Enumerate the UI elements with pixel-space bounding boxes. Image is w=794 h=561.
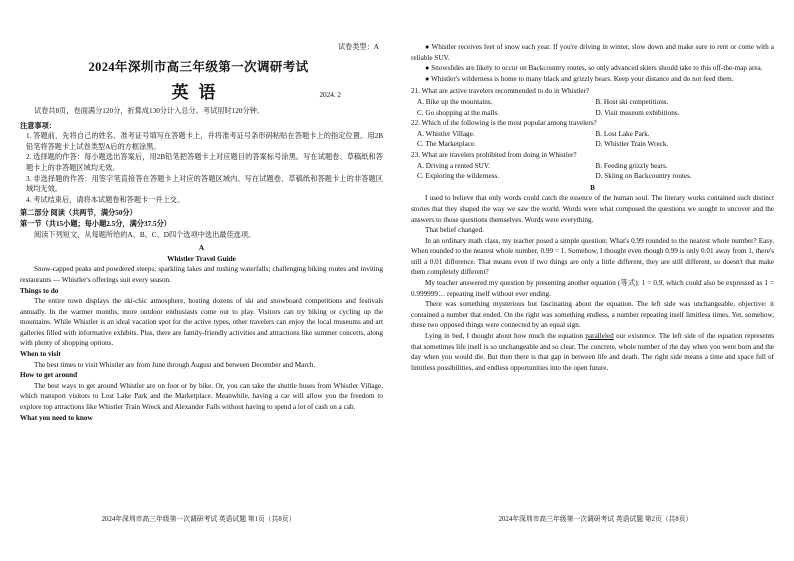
section1-heading: 第一节（共15小题；每小题2.5分，满分37.5分） bbox=[20, 219, 171, 228]
option: D. Visit museum exhibitions. bbox=[595, 108, 680, 117]
note-item: 3. 非选择题的作答：用签字笔直接答在答题卡上对应的答题区域内。写在试题卷、草稿纸和答题卡上的非答题区域均无效。 bbox=[26, 174, 383, 194]
option: C. Exploring the wilderness. bbox=[417, 172, 500, 181]
passage-b-paragraph: In an ordinary math class, my teacher posed a simple question: What's 0.99 rounded to the nearest whole number? Easy. When rounded to the nearest whole number, 0.99 = 1. Somehow, I thought even though 0.99 is only 0.01 away from 1, there's still a 0.01 difference. That means even if two things are only a little different, they are still different, so doesn't that make them completely different? bbox=[411, 236, 774, 277]
question-23: 23. What are travelers prohibited from doing in Whistler? bbox=[411, 150, 577, 159]
option: B. Lost Lake Park. bbox=[595, 129, 650, 138]
paper-type: 试卷类型：A bbox=[337, 43, 379, 51]
part2-heading: 第二部分 阅读（共两节，满分50分） bbox=[20, 209, 137, 218]
note-item: 2. 选择题的作答：每小题选出答案后，用2B铅笔把答题卡上对应题目的答案标号涂黑。写在试题卷、草稿纸和答题卡上的非答题区域均无效。 bbox=[26, 153, 383, 172]
right-page bbox=[397, 0, 794, 561]
passage-b-paragraph: I used to believe that only words could catch the essence of the human soul. The literary works contained such distinct stories that they shaped the way we saw the world. Words were what composed the questions we sought to uncover and the answers to those questions themselves. Words were everything. bbox=[411, 194, 774, 224]
left-body bbox=[20, 106, 383, 423]
right-footer: 2024年深圳市高三年级第一次调研考试 英语试题 第2页（共8页） bbox=[498, 516, 693, 523]
passage-b-paragraph: My teacher answered my question by presenting another equation (等式): 1 = 0.9̇, which could also be expressed as 1 = 0.999999… repeating itself without ever ending. bbox=[411, 279, 774, 298]
around-text: The best ways to get around Whistler are on foot or by bike. Or, you can take the shuttle buses from Whistler Village, which transport visitors to Lost Lake Park and the Marketplace. Meanwhile, having a car will allow you the freedom to explore top attractions like Whistler Train Wreck and Alexander Falls without having to spend a lot of cash on a cab. bbox=[20, 381, 383, 412]
note-item: 1. 答题前，先将自己的姓名、准考证号填写在答题卡上，并将准考证号条形码粘贴在答题卡上的指定位置。用2B铅笔将答题卡上试卷类型A后的方框涂黑。 bbox=[26, 132, 383, 151]
know-heading: What you need to know bbox=[20, 413, 93, 422]
things-heading: Things to do bbox=[20, 286, 59, 295]
question-21-options bbox=[411, 97, 774, 118]
bullet-item: ● Whistler's wilderness is home to many black and grizzly bears. Keep your distance and do not feed them. bbox=[425, 74, 734, 83]
exam-info: 试卷共8页，卷面满分120分，折算成130分计入总分。考试用时120分钟。 bbox=[34, 107, 265, 115]
option: C. The Marketplace. bbox=[417, 140, 476, 149]
notes-heading: 注意事项： bbox=[20, 121, 56, 130]
passage-a-title: Whistler Travel Guide bbox=[167, 254, 236, 263]
underlined-word: paralleled bbox=[585, 332, 614, 341]
subject-title: 英语 bbox=[171, 83, 226, 102]
exam-date: 2024. 2 bbox=[319, 91, 341, 99]
bullet-item: ● Snowslides are likely to occur on Backcountry routes, so only advanced skiers should take to this off-the-map area. bbox=[425, 64, 763, 73]
text-segment: our existence. The left side of the equation represents that sometimes life itself is so unchangeable and so clear. The concrete, whole number of the day when you were born and the day when you would die. But then there is that gap in between life and death. The right side means a time and space full of limitless possibilities, and endless opportunities into the open future. bbox=[411, 332, 774, 372]
passage-a-intro: Snow-capped peaks and powdered steeps; sparkling lakes and rushing waterfalls; challenging biking routes and inviting restaurants — Whistler's offerings suit every season. bbox=[20, 265, 383, 284]
when-heading: When to visit bbox=[20, 350, 61, 359]
left-footer: 2024年深圳市高三年级第一次调研考试 英语试题 第1页（共8页） bbox=[101, 516, 296, 523]
around-heading: How to get around bbox=[20, 371, 78, 380]
passage-b-paragraph bbox=[411, 331, 774, 373]
option: A. Bike up the mountains. bbox=[417, 97, 493, 106]
things-text: The entire town displays the ski-chic atmosphere, hosting dozens of ski and snowboard competitions and festivals annually. In the warmer months, more outdoor enthusiasts come out to play. Visitors can try hiking or cycling up the mountains. While Whistler is an ideal vacation spot for the active types, other travelers can enjoy the local museums and art galleries filled with informative exhibits. Plus, there are family-friendly activities and attractions like summer concerts, along with plenty of shopping options. bbox=[20, 297, 383, 348]
option: A. Whistler Village. bbox=[417, 129, 475, 138]
bullet-item: ● Whistler receives feet of snow each year. If you're driving in winter, slow down and make sure to rent or come with a reliable SUV. bbox=[411, 43, 774, 62]
exam-title: 2024年深圳市高三年级第一次调研考试 bbox=[88, 60, 309, 74]
right-body bbox=[411, 42, 774, 373]
question-23-options bbox=[411, 161, 774, 182]
passage-a-letter: A bbox=[198, 244, 205, 253]
question-22-options bbox=[411, 129, 774, 150]
passage-b-letter: B bbox=[590, 183, 595, 192]
note-item: 4. 考试结束后，请将本试题卷和答题卡一并上交。 bbox=[26, 195, 185, 204]
question-22: 22. Which of the following is the most popular among travelers? bbox=[411, 119, 597, 128]
option: C. Go shopping at the malls. bbox=[417, 108, 500, 117]
passage-b-paragraph: That belief changed. bbox=[425, 226, 484, 235]
passage-b-paragraph: There was something mysterious but fascinating about the equation. The left side was unchangeable, objective: it contained a number that ended. On the right was something endless, a number repeating itself limitless times. Yet, somehow, these two opposed things were connected by an equal sign. bbox=[411, 300, 774, 330]
option: D. Whistler Train Wreck. bbox=[595, 140, 669, 149]
option: D. Skiing on Backcountry routes. bbox=[595, 172, 692, 181]
option: B. Host ski competitions. bbox=[595, 97, 669, 106]
option: A. Driving a rented SUV. bbox=[417, 161, 490, 170]
option: B. Feeding grizzly bears. bbox=[595, 161, 668, 170]
when-text: The best times to visit Whistler are from June through August and between December and March. bbox=[34, 360, 316, 369]
section1-instruction: 阅读下列短文，从每题所给的A、B、C、D四个选项中选出最佳选项。 bbox=[34, 230, 256, 239]
text-segment: Lying in bed, I thought about how much the equation bbox=[425, 332, 586, 341]
question-21: 21. What are active travelers recommended to do in Whistler? bbox=[411, 87, 590, 96]
